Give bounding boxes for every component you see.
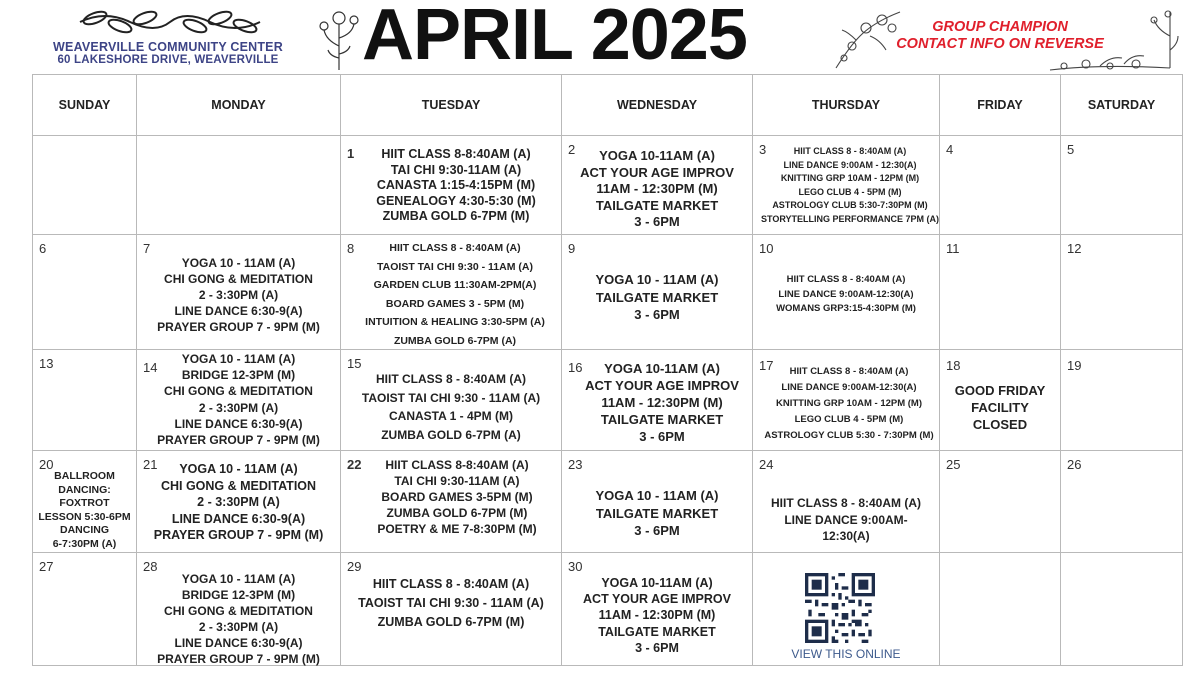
- event-item: HIIT CLASS 8-8:40AM (A): [381, 147, 531, 161]
- event-item: ZUMBA GOLD 6-7PM (A): [393, 334, 517, 347]
- event-item: PRAYER GROUP 7 - 9PM (M): [157, 652, 320, 666]
- day-number: 18: [946, 358, 961, 373]
- event-item: CANASTA 1 - 4PM (M): [389, 409, 513, 423]
- event-list: [341, 553, 561, 632]
- event-item: 11AM - 12:30PM (M): [598, 608, 716, 623]
- event-item: TAILGATE MARKET: [600, 412, 724, 427]
- event-item: BOARD GAMES 3-5PM (M): [381, 490, 533, 504]
- event-item: HIIT CLASS 8 - 8:40AM (A): [789, 366, 909, 377]
- event-item: 11AM - 12:30PM (M): [601, 395, 723, 410]
- day-cell: [562, 451, 753, 553]
- event-item: ZUMBA GOLD 6-7PM (M): [382, 209, 530, 223]
- day-number: 26: [1067, 457, 1082, 472]
- day-number: 24: [759, 457, 774, 472]
- event-item: YOGA 10-11AM (A): [601, 576, 713, 590]
- event-list: [753, 136, 939, 226]
- day-number: 10: [759, 241, 774, 256]
- event-list: [562, 553, 752, 656]
- event-item: HIIT CLASS 8 - 8:40AM (A): [770, 496, 921, 510]
- event-item: TAOIST TAI CHI 9:30 - 11AM (A): [358, 596, 544, 610]
- event-item: TAILGATE MARKET: [595, 197, 719, 213]
- day-cell: [33, 553, 137, 666]
- event-item: TAOIST TAI CHI 9:30 - 11AM (A): [361, 390, 541, 405]
- day-cell: [753, 451, 940, 553]
- event-item: TAI CHI 9:30-11AM (A): [394, 474, 520, 488]
- event-item: HIIT CLASS 8 - 8:40AM (A): [375, 372, 526, 386]
- day-cell: [940, 451, 1061, 553]
- event-item: DANCING: [60, 524, 109, 536]
- floral-corner-icon: [1040, 6, 1180, 74]
- event-item: BRIDGE 12-3PM (M): [181, 368, 296, 383]
- day-cell: [341, 553, 562, 666]
- event-item: HIIT CLASS 8 - 8:40AM (A): [389, 242, 521, 254]
- event-item: YOGA 10 - 11AM (A): [181, 352, 296, 366]
- event-list: [562, 235, 752, 324]
- weekday-thursday: THURSDAY: [753, 75, 940, 136]
- day-number: 23: [568, 457, 583, 472]
- day-number: 12: [1067, 241, 1082, 256]
- event-item: CHI GONG & MEDITATION: [164, 272, 313, 286]
- event-item: 3 - 6PM: [635, 640, 679, 655]
- event-item: 3 - 6PM: [634, 307, 680, 322]
- event-item: TAOIST TAI CHI 9:30 - 11AM (A): [377, 260, 533, 273]
- day-number: 6: [39, 241, 47, 256]
- organization-name: WEAVERVILLE COMMUNITY CENTER: [53, 40, 283, 54]
- week-row: [33, 350, 1183, 451]
- event-item: ZUMBA GOLD 6-7PM (M): [386, 506, 528, 520]
- day-number: 7: [143, 241, 151, 256]
- organization-block: [52, 36, 284, 66]
- event-list: [137, 553, 340, 667]
- day-cell: [137, 553, 341, 666]
- day-cell: [1061, 451, 1183, 553]
- day-cell: [341, 235, 562, 350]
- event-list: [341, 451, 561, 537]
- event-item: YOGA 10-11AM (A): [599, 148, 715, 163]
- event-item: LINE DANCE 9:00AM-: [784, 512, 908, 527]
- event-item: LINE DANCE 9:00AM-12:30(A): [778, 288, 914, 300]
- day-number: 14: [143, 360, 158, 375]
- day-cell: [562, 350, 753, 451]
- day-cell: [137, 350, 341, 451]
- event-item: PRAYER GROUP 7 - 9PM (M): [157, 320, 320, 334]
- day-cell: [940, 235, 1061, 350]
- day-number: 8: [347, 241, 355, 256]
- champion-line-1: GROUP CHAMPION: [932, 19, 1068, 35]
- event-list: [341, 235, 561, 350]
- weekday-monday: MONDAY: [137, 75, 341, 136]
- day-cell: [562, 553, 753, 666]
- day-number: 1: [347, 146, 355, 161]
- event-item: LEGO CLUB 4 - 5PM (M): [798, 186, 902, 197]
- event-list: [137, 350, 340, 448]
- weekday-tuesday: TUESDAY: [341, 75, 562, 136]
- day-number: 29: [347, 559, 362, 574]
- day-number: 16: [568, 360, 583, 375]
- day-cell: [137, 136, 341, 235]
- event-item: BRIDGE 12-3PM (M): [181, 588, 296, 602]
- event-item: CHI GONG & MEDITATION: [164, 384, 313, 399]
- day-number: 22: [347, 457, 362, 472]
- day-cell: [753, 553, 940, 666]
- week-row: [33, 235, 1183, 350]
- weekday-wednesday: WEDNESDAY: [562, 75, 753, 136]
- day-cell: [562, 235, 753, 350]
- event-item: YOGA 10 - 11AM (A): [595, 272, 719, 287]
- event-item: LINE DANCE 6:30-9(A): [174, 416, 303, 431]
- weekday-friday: FRIDAY: [940, 75, 1061, 136]
- day-cell: [33, 136, 137, 235]
- event-item: 3 - 6PM: [634, 523, 680, 538]
- event-item: BOARD GAMES 3 - 5PM (M): [385, 297, 525, 310]
- qr-caption[interactable]: VIEW THIS ONLINE: [791, 647, 901, 661]
- event-item: CANASTA 1:15-4:15PM (M): [376, 178, 536, 192]
- event-item: STORYTELLING PERFORMANCE 7PM (A): [761, 213, 940, 224]
- day-number: 27: [39, 559, 54, 574]
- day-number: 2: [568, 142, 576, 157]
- event-item: YOGA 10 - 11AM (A): [595, 488, 719, 503]
- event-item: LEGO CLUB 4 - 5PM (M): [794, 414, 904, 425]
- week-row: [33, 136, 1183, 235]
- page-title: APRIL 2025: [362, 0, 747, 75]
- weekday-sunday: SUNDAY: [33, 75, 137, 136]
- day-cell: [940, 136, 1061, 235]
- day-cell: [1061, 350, 1183, 451]
- event-item: 3 - 6PM: [634, 214, 680, 229]
- event-list: [753, 350, 939, 444]
- day-cell: [33, 451, 137, 553]
- day-cell: [753, 350, 940, 451]
- day-cell: [940, 350, 1061, 451]
- branch-ornament-icon: [60, 8, 280, 36]
- event-item: 3 - 6PM: [639, 429, 685, 444]
- event-item: FOXTROT: [59, 497, 110, 509]
- day-number: 30: [568, 559, 583, 574]
- day-cell: [1061, 136, 1183, 235]
- event-list: [562, 350, 752, 445]
- event-item: HIIT CLASS 8 - 8:40AM (A): [793, 146, 907, 156]
- day-number: 11: [946, 241, 960, 256]
- day-number: 3: [759, 142, 767, 157]
- weekday-saturday: SATURDAY: [1061, 75, 1183, 136]
- event-item: 2 - 3:30PM (A): [198, 620, 279, 634]
- day-number: 20: [39, 457, 54, 472]
- event-item: ACT YOUR AGE IMPROV: [585, 378, 739, 393]
- day-number: 21: [143, 457, 158, 472]
- event-item: GOOD FRIDAY: [954, 383, 1046, 398]
- event-item: ASTROLOGY CLUB 5:30-7:30PM (M): [772, 200, 928, 210]
- event-item: LINE DANCE 9:00AM - 12:30(A): [783, 159, 917, 170]
- day-cell: [33, 350, 137, 451]
- event-item: LINE DANCE 9:00AM-12:30(A): [781, 382, 917, 393]
- event-item: PRAYER GROUP 7 - 9PM (M): [157, 433, 320, 448]
- champion-line-2: CONTACT INFO ON REVERSE: [896, 36, 1104, 52]
- week-row: [33, 451, 1183, 553]
- event-item: ACT YOUR AGE IMPROV: [583, 592, 731, 607]
- event-item: HIIT CLASS 8-8:40AM (A): [385, 458, 529, 472]
- event-list: [341, 136, 561, 225]
- event-list: [753, 451, 939, 545]
- day-number: 5: [1067, 142, 1075, 157]
- day-cell: [341, 350, 562, 451]
- event-item: PRAYER GROUP 7 - 9PM (M): [153, 528, 324, 542]
- event-item: 11AM - 12:30PM (M): [596, 181, 718, 196]
- event-item: ACT YOUR AGE IMPROV: [580, 164, 734, 180]
- event-item: LESSON 5:30-6PM: [38, 510, 131, 523]
- event-item: TAILGATE MARKET: [598, 624, 716, 639]
- day-number: 13: [39, 356, 54, 371]
- event-item: POETRY & ME 7-8:30PM (M): [377, 522, 537, 536]
- day-cell: [341, 451, 562, 553]
- event-list: [341, 350, 561, 444]
- day-number: 19: [1067, 358, 1082, 373]
- day-number: 4: [946, 142, 954, 157]
- event-item: BALLROOM: [54, 470, 115, 482]
- flower-sketch-icon: [318, 6, 360, 72]
- event-item: 2 - 3:30PM (A): [198, 400, 279, 415]
- day-number: 9: [568, 241, 576, 256]
- event-item: FACILITY: [971, 400, 1029, 415]
- event-item: YOGA 10 - 11AM (A): [179, 462, 298, 476]
- day-cell: [753, 235, 940, 350]
- event-list: [137, 451, 340, 544]
- event-item: LINE DANCE 6:30-9(A): [171, 511, 306, 526]
- event-item: 2 - 3:30PM (A): [198, 288, 279, 302]
- day-cell: [137, 235, 341, 350]
- event-item: DANCING:: [58, 483, 111, 496]
- event-item: CLOSED: [972, 417, 1028, 432]
- event-item: KNITTING GRP 10AM - 12PM (M): [775, 398, 923, 409]
- weekday-header-row: [33, 75, 1183, 136]
- day-cell: [1061, 235, 1183, 350]
- event-item: INTUITION & HEALING 3:30-5PM (A): [365, 316, 545, 328]
- day-cell: [341, 136, 562, 235]
- day-cell: [940, 553, 1061, 666]
- event-item: TAI CHI 9:30-11AM (A): [390, 162, 522, 177]
- event-item: ZUMBA GOLD 6-7PM (A): [381, 427, 521, 442]
- event-item: GENEALOGY 4:30-5:30 (M): [376, 193, 536, 208]
- event-item: TAILGATE MARKET: [595, 505, 719, 521]
- event-list: [753, 235, 939, 317]
- day-cell: [753, 136, 940, 235]
- event-item: 2 - 3:30PM (A): [197, 495, 280, 509]
- day-cell: [33, 235, 137, 350]
- event-item: LINE DANCE 6:30-9(A): [174, 304, 303, 318]
- event-item: WOMANS GRP3:15-4:30PM (M): [776, 303, 916, 314]
- day-number: 25: [946, 457, 961, 472]
- day-cell: [1061, 553, 1183, 666]
- event-item: YOGA 10 - 11AM (A): [181, 256, 296, 270]
- event-item: GARDEN CLUB 11:30AM-2PM(A): [373, 279, 537, 291]
- event-item: YOGA 10 - 11AM (A): [181, 572, 296, 586]
- event-item: LINE DANCE 6:30-9(A): [174, 636, 303, 650]
- event-list: [562, 451, 752, 540]
- day-number: 15: [347, 356, 362, 371]
- event-list: [562, 136, 752, 231]
- week-row: [33, 553, 1183, 666]
- day-number: 28: [143, 559, 158, 574]
- event-item: KNITTING GRP 10AM - 12PM (M): [780, 173, 920, 183]
- day-cell: [562, 136, 753, 235]
- event-list: [137, 235, 340, 335]
- event-item: 12:30(A): [822, 529, 870, 543]
- event-item: HIIT CLASS 8 - 8:40AM (A): [786, 274, 906, 285]
- event-item: ASTROLOGY CLUB 5:30 - 7:30PM (M): [764, 430, 934, 441]
- event-item: TAILGATE MARKET: [595, 289, 719, 305]
- event-item: HIIT CLASS 8 - 8:40AM (A): [372, 577, 530, 591]
- event-item: CHI GONG & MEDITATION: [160, 478, 317, 493]
- event-item: ZUMBA GOLD 6-7PM (M): [377, 615, 525, 629]
- day-cell: [137, 451, 341, 553]
- calendar-grid: [32, 74, 1183, 666]
- event-item: CHI GONG & MEDITATION: [164, 604, 313, 618]
- calendar-header: [0, 0, 1200, 75]
- day-number: 17: [759, 358, 774, 373]
- qr-code-icon[interactable]: [805, 573, 875, 643]
- event-item: 6-7:30PM (A): [52, 537, 117, 550]
- event-item: YOGA 10-11AM (A): [604, 361, 720, 376]
- organization-address: 60 LAKESHORE DRIVE, WEAVERVILLE: [57, 54, 279, 66]
